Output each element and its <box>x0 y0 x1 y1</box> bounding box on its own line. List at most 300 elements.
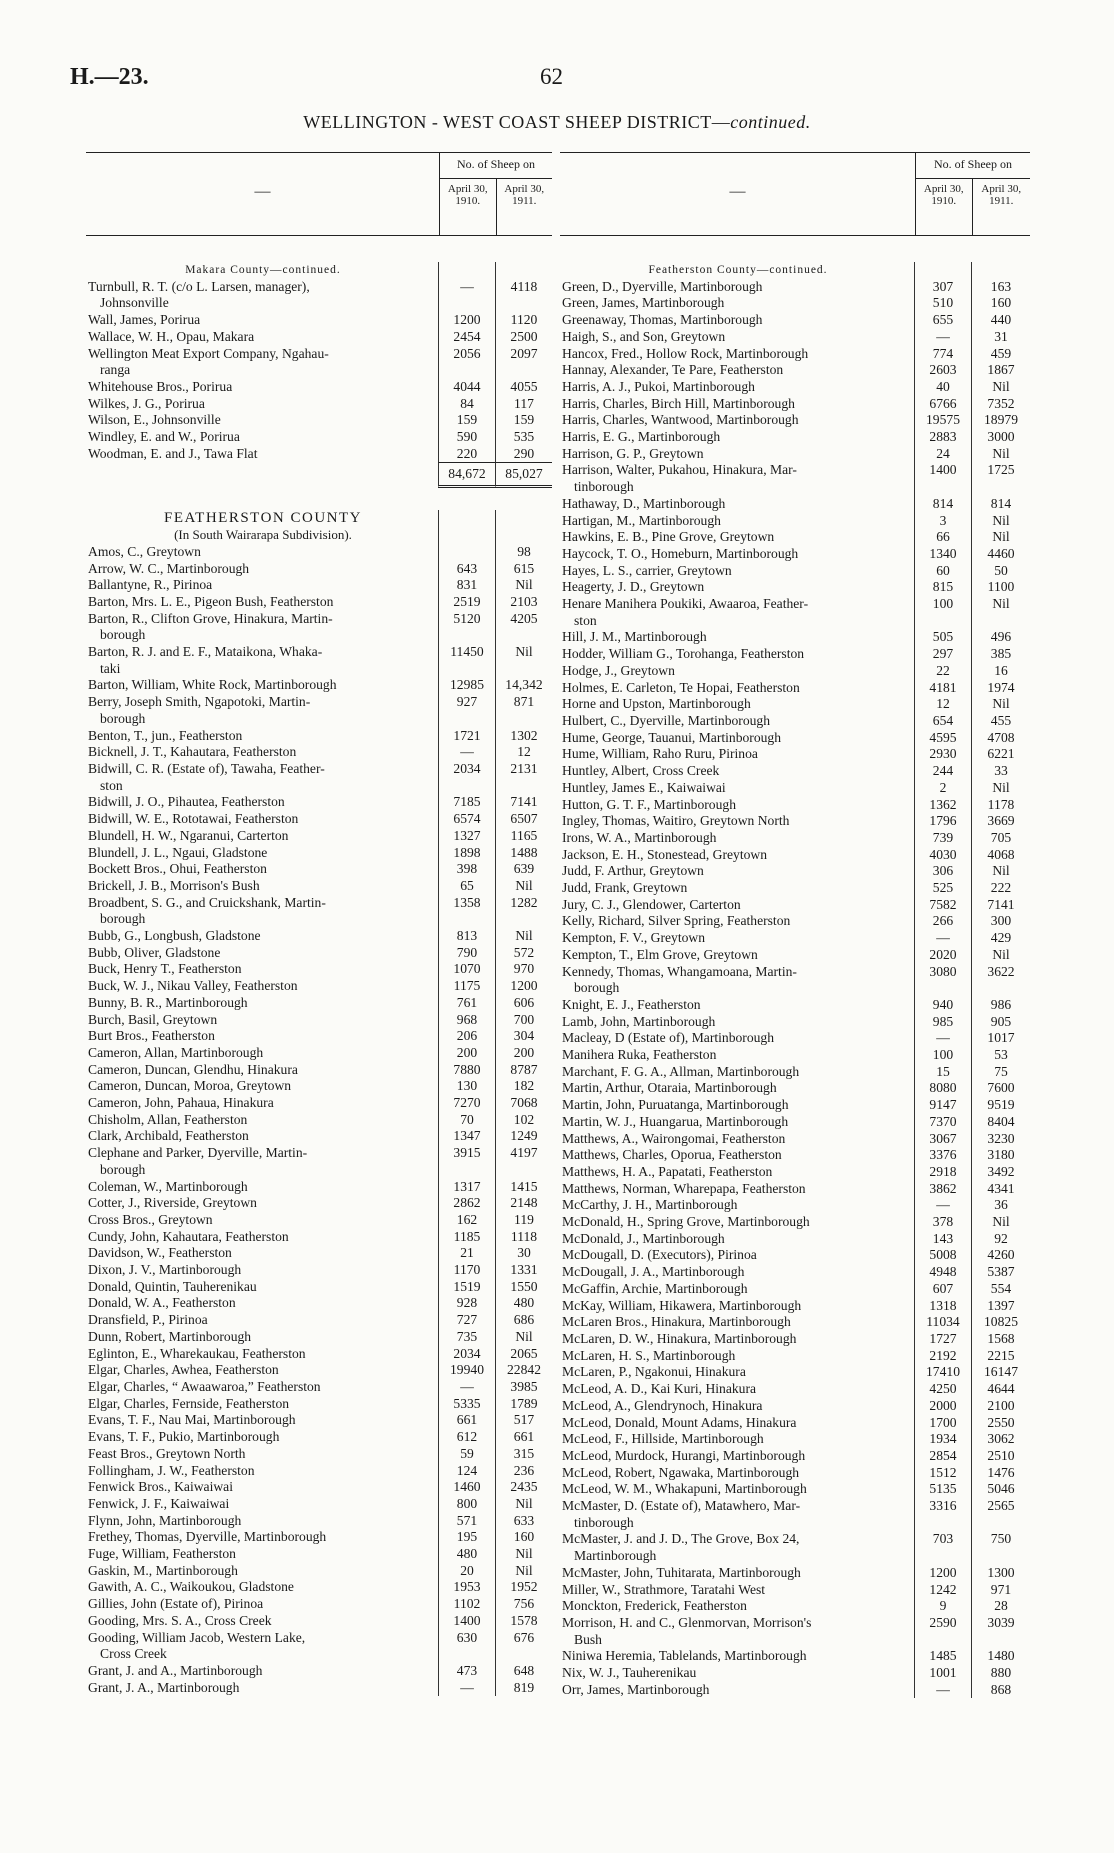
sheep-1911: 639 <box>495 861 552 878</box>
sheep-1910: 800 <box>438 1496 495 1513</box>
sheep-1910: 244 <box>914 763 971 780</box>
table-row <box>86 446 552 463</box>
table-row <box>86 928 552 945</box>
owner-name: Niniwa Heremia, Tablelands, Martinborough <box>562 1648 807 1664</box>
sheep-1911: 1331 <box>495 1262 552 1279</box>
owner-name: Wellington Meat Export Company, Ngahau- <box>88 345 329 361</box>
sheep-1910: 1200 <box>438 312 495 329</box>
sheep-1911: 6507 <box>495 811 552 828</box>
sheep-1911: Nil <box>971 596 1030 629</box>
table-row <box>560 596 1030 629</box>
sheep-1910: 59 <box>438 1446 495 1463</box>
table-row <box>560 1114 1030 1131</box>
sheep-1911: 22842 <box>495 1362 552 1379</box>
owner-name: Nix, W. J., Tauherenikau <box>562 1665 697 1681</box>
sheep-1910: 1700 <box>914 1415 971 1432</box>
sheep-1911: 1550 <box>495 1279 552 1296</box>
sheep-1911: 3000 <box>971 429 1030 446</box>
sheep-1910: 1200 <box>914 1565 971 1582</box>
table-row <box>560 1147 1030 1164</box>
sheep-1911: Nil <box>495 577 552 594</box>
sheep-1911: Nil <box>971 947 1030 964</box>
owner-name-continued: ston <box>574 612 597 628</box>
sheep-1911: Nil <box>971 513 1030 530</box>
table-row <box>560 646 1030 663</box>
title-continued: continued. <box>730 112 811 132</box>
owner-name: Harris, A. J., Pukoi, Martinborough <box>562 378 755 394</box>
sheep-1911: 1725 <box>971 462 1030 495</box>
owner-name-continued: borough <box>100 1161 146 1177</box>
sheep-1910: 655 <box>914 312 971 329</box>
table-row <box>86 1229 552 1246</box>
sheep-1910: 20 <box>438 1563 495 1580</box>
table-row <box>86 1379 552 1396</box>
sheep-1910: 70 <box>438 1112 495 1129</box>
sheep-1911: 2103 <box>495 594 552 611</box>
sheep-1910: — <box>438 1680 495 1697</box>
sheep-1910: 727 <box>438 1312 495 1329</box>
table-row <box>86 1095 552 1112</box>
sheep-1911: 92 <box>971 1231 1030 1248</box>
table-row <box>560 362 1030 379</box>
sheep-1910: 7270 <box>438 1095 495 1112</box>
table-row <box>86 878 552 895</box>
sheep-1910: 2883 <box>914 429 971 446</box>
table-row <box>560 379 1030 396</box>
sheep-1910: 11450 <box>438 644 495 677</box>
table-row <box>86 828 552 845</box>
sheep-1911: Nil <box>495 1496 552 1513</box>
owner-name: Burt Bros., Featherston <box>88 1028 215 1044</box>
sheep-1910: 761 <box>438 995 495 1012</box>
sheep-1911: 3230 <box>971 1131 1030 1148</box>
sheep-1910: 2603 <box>914 362 971 379</box>
table-row <box>560 1431 1030 1448</box>
sheep-1910: 3376 <box>914 1147 971 1164</box>
total-1911: 85,027 <box>495 462 552 488</box>
sheep-1911: Nil <box>971 863 1030 880</box>
owner-name: Green, James, Martinborough <box>562 295 725 311</box>
table-row <box>86 279 552 312</box>
owner-name: Haigh, S., and Son, Greytown <box>562 328 726 344</box>
sheep-1910: — <box>914 329 971 346</box>
table-row <box>560 830 1030 847</box>
sheep-1910: 1485 <box>914 1648 971 1665</box>
sheep-1911: 1952 <box>495 1579 552 1596</box>
table-row <box>560 329 1030 346</box>
sheep-1910: 2854 <box>914 1448 971 1465</box>
table-row <box>560 312 1030 329</box>
table-row <box>560 346 1030 363</box>
owner-name: Hannay, Alexander, Te Pare, Featherston <box>562 362 784 378</box>
header-1910: April 30, 1910. <box>447 183 488 207</box>
table-row <box>560 563 1030 580</box>
table-row <box>560 797 1030 814</box>
owner-name: Kempton, T., Elm Grove, Greytown <box>562 946 758 962</box>
sheep-1911: 385 <box>971 646 1030 663</box>
sheep-1910: 1347 <box>438 1128 495 1145</box>
sheep-1911: 2097 <box>495 346 552 379</box>
sheep-1911: 163 <box>971 279 1030 296</box>
table-row <box>86 611 552 644</box>
sheep-1910: 4044 <box>438 379 495 396</box>
sheep-1911: 1480 <box>971 1648 1030 1665</box>
sheep-1911: 7068 <box>495 1095 552 1112</box>
owner-name: Hill, J. M., Martinborough <box>562 629 707 645</box>
sheep-1911: 648 <box>495 1663 552 1680</box>
sheep-1911: 4708 <box>971 730 1030 747</box>
sheep-1911: 5046 <box>971 1481 1030 1498</box>
owner-name: Jackson, E. H., Stonestead, Greytown <box>562 846 768 862</box>
owner-name: Harrison, G. P., Greytown <box>562 445 704 461</box>
sheep-1910: 5008 <box>914 1247 971 1264</box>
owner-name: Kelly, Richard, Silver Spring, Featherston <box>562 913 791 929</box>
table-row <box>560 1465 1030 1482</box>
table-row <box>560 429 1030 446</box>
sheep-1911: 1017 <box>971 1030 1030 1047</box>
owner-name: McDougall, D. (Executors), Pirinoa <box>562 1247 757 1263</box>
owner-name: Macleay, D (Estate of), Martinborough <box>562 1030 775 1046</box>
sheep-1910: 1170 <box>438 1262 495 1279</box>
sheep-1910: — <box>914 1197 971 1214</box>
table-row <box>560 1281 1030 1298</box>
owner-name: Harris, Charles, Wantwood, Martinborough <box>562 412 799 428</box>
owner-name: Hathaway, D., Martinborough <box>562 495 726 511</box>
sheep-1911: 1789 <box>495 1396 552 1413</box>
sheep-1910: 2519 <box>438 594 495 611</box>
sheep-1911: 2500 <box>495 329 552 346</box>
owner-name: Blundell, H. W., Ngaranui, Carterton <box>88 827 289 843</box>
owner-name: Gooding, Mrs. S. A., Cross Creek <box>88 1612 272 1628</box>
sheep-1910: 643 <box>438 561 495 578</box>
table-row <box>560 513 1030 530</box>
sheep-1910: 130 <box>438 1078 495 1095</box>
sheep-1911: 119 <box>495 1212 552 1229</box>
owner-name: Gooding, William Jacob, Western Lake, <box>88 1629 306 1645</box>
owner-name: Harrison, Walter, Pukahou, Hinakura, Mar- <box>562 462 797 478</box>
sheep-1911: 50 <box>971 563 1030 580</box>
table-row <box>560 1364 1030 1381</box>
sheep-1911: 30 <box>495 1245 552 1262</box>
sheep-1911: Nil <box>495 878 552 895</box>
table-row <box>86 1563 552 1580</box>
table-row <box>560 1398 1030 1415</box>
table-row <box>86 744 552 761</box>
table-row <box>560 1314 1030 1331</box>
table-row <box>560 1247 1030 1264</box>
table-row <box>560 446 1030 463</box>
table-row <box>86 1245 552 1262</box>
owner-name: Cameron, Duncan, Glendhu, Hinakura <box>88 1061 298 1077</box>
sheep-1911: 676 <box>495 1630 552 1663</box>
sheep-1911: 2435 <box>495 1479 552 1496</box>
sheep-1910: 7370 <box>914 1114 971 1131</box>
table-row <box>86 1028 552 1045</box>
sheep-1910: 3080 <box>914 964 971 997</box>
owner-name: Donald, Quintin, Tauherenikau <box>88 1278 257 1294</box>
sheep-1910: 24 <box>914 446 971 463</box>
sheep-1911: 14,342 <box>495 677 552 694</box>
sheep-1911: 3985 <box>495 1379 552 1396</box>
owner-name: Judd, Frank, Greytown <box>562 880 688 896</box>
header-1911: April 30, 1911. <box>972 179 1030 235</box>
owner-name: Hartigan, M., Martinborough <box>562 512 721 528</box>
sheep-1910: 928 <box>438 1295 495 1312</box>
sheep-1911: 2215 <box>971 1348 1030 1365</box>
table-row <box>86 845 552 862</box>
owner-name: Chisholm, Allan, Featherston <box>88 1111 248 1127</box>
owner-name: Wilkes, J. G., Porirua <box>88 395 205 411</box>
sheep-1910: 5335 <box>438 1396 495 1413</box>
table-row <box>560 1648 1030 1665</box>
sheep-1911: 868 <box>971 1682 1030 1699</box>
table-row <box>86 412 552 429</box>
table-row <box>86 644 552 677</box>
sheep-1910: 985 <box>914 1014 971 1031</box>
table-row <box>560 1565 1030 1582</box>
sheep-1911: 2565 <box>971 1498 1030 1531</box>
table-row <box>86 1078 552 1095</box>
table-row <box>86 1429 552 1446</box>
sheep-1911: 33 <box>971 763 1030 780</box>
sheep-1911: 8404 <box>971 1114 1030 1131</box>
sheep-1910: 12 <box>914 696 971 713</box>
sheep-1910: 661 <box>438 1412 495 1429</box>
sheep-1911: 686 <box>495 1312 552 1329</box>
sheep-1911: 615 <box>495 561 552 578</box>
sheep-1911: Nil <box>971 780 1030 797</box>
sheep-1911: 182 <box>495 1078 552 1095</box>
owner-name: Buck, W. J., Nikau Valley, Featherston <box>88 978 298 994</box>
owner-name: Evans, T. F., Pukio, Martinborough <box>88 1429 280 1445</box>
sheep-1910: 5120 <box>438 611 495 644</box>
sheep-1910: 84 <box>438 396 495 413</box>
sheep-1910: 927 <box>438 694 495 727</box>
table-row <box>86 1513 552 1530</box>
owner-name: McDonald, H., Spring Grove, Martinborough <box>562 1214 810 1230</box>
owner-name: Jury, C. J., Glendower, Carterton <box>562 896 741 912</box>
sheep-1910: — <box>438 744 495 761</box>
owner-name: Matthews, H. A., Papatati, Featherston <box>562 1163 773 1179</box>
sheep-1910: 159 <box>438 412 495 429</box>
sheep-1911: 1200 <box>495 978 552 995</box>
sheep-1910: 4948 <box>914 1264 971 1281</box>
table-row <box>560 696 1030 713</box>
sheep-1910: 831 <box>438 577 495 594</box>
owner-name: Matthews, A., Wairongomai, Featherston <box>562 1130 786 1146</box>
table-row <box>86 329 552 346</box>
sheep-1910: 307 <box>914 279 971 296</box>
sheep-1911: 4197 <box>495 1145 552 1178</box>
owner-name: McLeod, A. D., Kai Kuri, Hinakura <box>562 1381 757 1397</box>
owner-name-continued: Bush <box>574 1631 602 1647</box>
table-row <box>560 930 1030 947</box>
owner-name: Green, D., Dyerville, Martinborough <box>562 278 763 294</box>
sheep-1911: 3180 <box>971 1147 1030 1164</box>
sheep-1910: 1318 <box>914 1298 971 1315</box>
sheep-1910: 1512 <box>914 1465 971 1482</box>
sheep-1911: 440 <box>971 312 1030 329</box>
table-row <box>560 1164 1030 1181</box>
owner-name: Huntley, James E., Kaiwaiwai <box>562 779 726 795</box>
sheep-1911: 1282 <box>495 895 552 928</box>
owner-name: Greenaway, Thomas, Martinborough <box>562 312 763 328</box>
table-row <box>86 961 552 978</box>
table-row <box>86 1112 552 1129</box>
table-row <box>86 1262 552 1279</box>
table-row <box>560 1531 1030 1564</box>
sheep-1911: 1100 <box>971 579 1030 596</box>
table-row <box>86 1128 552 1145</box>
sheep-1910: 510 <box>914 295 971 312</box>
owner-name: McDougall, J. A., Martinborough <box>562 1264 745 1280</box>
sheep-1910: 124 <box>438 1463 495 1480</box>
sheep-1910: 2918 <box>914 1164 971 1181</box>
table-row <box>560 713 1030 730</box>
table-row <box>560 746 1030 763</box>
owner-name: Windley, E. and W., Porirua <box>88 429 240 445</box>
table-row <box>86 561 552 578</box>
sheep-1910: 7582 <box>914 897 971 914</box>
sheep-1911: 304 <box>495 1028 552 1045</box>
table-header-right <box>560 153 1030 236</box>
sheep-1910: 21 <box>438 1245 495 1262</box>
owner-name: Berry, Joseph Smith, Ngapotoki, Martin- <box>88 694 311 710</box>
sheep-1911: Nil <box>971 379 1030 396</box>
sheep-1911: 160 <box>971 295 1030 312</box>
table-row <box>560 663 1030 680</box>
sheep-1910: 200 <box>438 1045 495 1062</box>
spacer <box>86 236 552 262</box>
table-row <box>86 1362 552 1379</box>
sheep-1910: 398 <box>438 861 495 878</box>
owner-name: Huntley, Albert, Cross Creek <box>562 763 720 779</box>
sheep-1911: 554 <box>971 1281 1030 1298</box>
sheep-1911: 700 <box>495 1012 552 1029</box>
owner-name-continued: Johnsonville <box>100 295 169 311</box>
owner-name: Benton, T., jun., Featherston <box>88 727 243 743</box>
table-row <box>86 1546 552 1563</box>
owner-name: Feast Bros., Greytown North <box>88 1445 246 1461</box>
sheep-1911: 1302 <box>495 728 552 745</box>
sheep-1910: 735 <box>438 1329 495 1346</box>
owner-name: Whitehouse Bros., Porirua <box>88 378 233 394</box>
owner-name: Amos, C., Greytown <box>88 543 201 559</box>
sheep-1911: 1120 <box>495 312 552 329</box>
sheep-1910: 1934 <box>914 1431 971 1448</box>
owner-name: McLeod, F., Hillside, Martinborough <box>562 1431 764 1447</box>
sheep-1910: 3 <box>914 513 971 530</box>
table-row <box>86 577 552 594</box>
sheep-1910: — <box>914 1030 971 1047</box>
owner-name: Clark, Archibald, Featherston <box>88 1128 249 1144</box>
sheep-1910: 813 <box>438 928 495 945</box>
table-row <box>560 629 1030 646</box>
sheep-1910: 12985 <box>438 677 495 694</box>
sheep-1910: 378 <box>914 1214 971 1231</box>
sheep-1911: 200 <box>495 1045 552 1062</box>
sheep-1910: 703 <box>914 1531 971 1564</box>
header-dash: — <box>254 183 271 200</box>
sheep-1910: 480 <box>438 1546 495 1563</box>
owner-name-continued: Cross Creek <box>100 1646 167 1662</box>
table-row <box>86 1630 552 1663</box>
sheep-1911: Nil <box>971 696 1030 713</box>
owner-name: Elgar, Charles, “ Awaawaroa,” Featherston <box>88 1379 321 1394</box>
owner-name: Burch, Basil, Greytown <box>88 1011 218 1027</box>
sheep-1910: 2930 <box>914 746 971 763</box>
sheep-1910: 22 <box>914 663 971 680</box>
table-row <box>86 1412 552 1429</box>
owner-name: McLaren, P., Ngakonui, Hinakura <box>562 1364 746 1380</box>
sheep-1910: 3316 <box>914 1498 971 1531</box>
sheep-1911: 880 <box>971 1665 1030 1682</box>
table-row <box>560 1030 1030 1047</box>
table-row <box>86 1496 552 1513</box>
section-heading-makara <box>86 262 552 279</box>
owner-name: Cotter, J., Riverside, Greytown <box>88 1195 257 1211</box>
sheep-1910: 7880 <box>438 1062 495 1079</box>
sheep-1910: 1070 <box>438 961 495 978</box>
table-row <box>560 1080 1030 1097</box>
sheep-1910: 1400 <box>438 1613 495 1630</box>
owner-name: Kempton, F. V., Greytown <box>562 930 706 946</box>
table-row <box>86 346 552 379</box>
table-row <box>560 1615 1030 1648</box>
sheep-1911: 633 <box>495 1513 552 1530</box>
sheep-1910: 2034 <box>438 1346 495 1363</box>
sheep-1911: 1397 <box>971 1298 1030 1315</box>
sheep-1911: 517 <box>495 1412 552 1429</box>
owner-name: Bunny, B. R., Martinborough <box>88 994 248 1010</box>
table-row <box>86 1613 552 1630</box>
header-group: No. of Sheep on <box>916 153 1030 179</box>
sheep-1911: 28 <box>971 1598 1030 1615</box>
table-row <box>86 1145 552 1178</box>
sheep-1910: 505 <box>914 629 971 646</box>
page-code: H.—23. <box>70 64 149 90</box>
sheep-1910: 1242 <box>914 1582 971 1599</box>
owner-name: Arrow, W. C., Martinborough <box>88 560 250 576</box>
sheep-1911: Nil <box>495 1329 552 1346</box>
owner-name: Hancox, Fred., Hollow Rock, Martinborough <box>562 345 809 361</box>
sheep-1910: 473 <box>438 1663 495 1680</box>
owner-name: McDonald, J., Martinborough <box>562 1230 725 1246</box>
owner-name: McLeod, Murdock, Hurangi, Martinborough <box>562 1447 806 1463</box>
sheep-1911: 6221 <box>971 746 1030 763</box>
sheep-1911: Nil <box>495 1546 552 1563</box>
sheep-1910: 65 <box>438 878 495 895</box>
sheep-1911: 3492 <box>971 1164 1030 1181</box>
sheep-1910: 815 <box>914 579 971 596</box>
sheep-1911: 986 <box>971 997 1030 1014</box>
owner-name: Ballantyne, R., Pirinoa <box>88 577 213 593</box>
table-row <box>86 895 552 928</box>
table-row <box>560 1214 1030 1231</box>
sheep-1911: 8787 <box>495 1062 552 1079</box>
sheep-1910: 654 <box>914 713 971 730</box>
sheep-1911: 2100 <box>971 1398 1030 1415</box>
sheep-1910: 15 <box>914 1064 971 1081</box>
sheep-1910: 6574 <box>438 811 495 828</box>
table-row <box>560 1582 1030 1599</box>
owner-name: Marchant, F. G. A., Allman, Martinborough <box>562 1063 800 1079</box>
table-row <box>560 529 1030 546</box>
sheep-1911: 36 <box>971 1197 1030 1214</box>
table-row <box>86 811 552 828</box>
sheep-1911: 4118 <box>495 279 552 312</box>
table-row <box>560 1197 1030 1214</box>
